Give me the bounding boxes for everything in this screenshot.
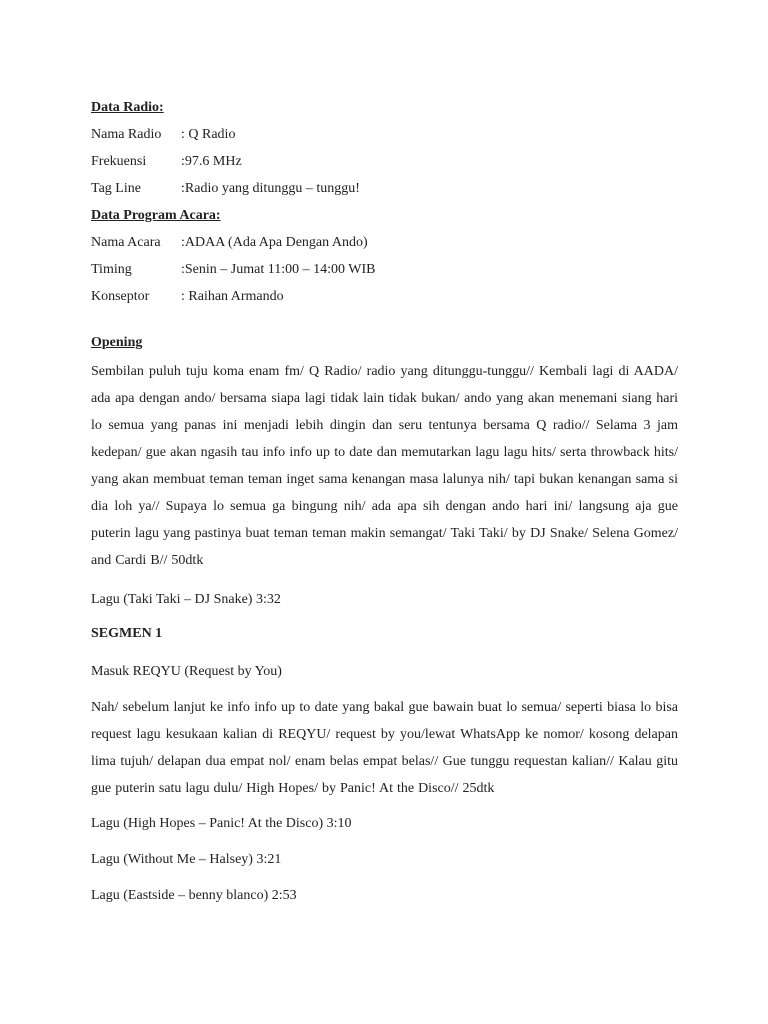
info-label: Nama Radio [91,127,162,142]
opening-heading: Opening [91,335,143,350]
info-row-timing [91,256,678,283]
info-label: Timing [91,262,132,277]
song-line: Lagu (High Hopes – Panic! At the Disco) 3:10 [91,816,352,831]
info-label: Nama Acara [91,235,161,250]
opening-paragraph: Sembilan puluh tuju koma enam fm/ Q Radio/ radio yang ditunggu-tunggu// Kembali lagi di AADA/ ada apa dengan ando/ bersama siapa lagi tidak lain tidak bukan/ ando yang akan menemani siang hari lo semua yang panas ini menjadi lebih dingin dan seru tentunya bersama Q radio// Selama 3 jam kedepan/ gue akan ngasih tau info info up to date dan memutarkan lagu lagu hits/ serta throwback hits/ yang akan membuat teman teman inget sama kenangan masa lalunya nih/ tapi bukan kenangan sama si dia loh ya// Supaya lo semua ga bingung nih/ ada apa sih dengan ando hari ini/ langsung aja gue puterin lagu yang pastinya buat teman teman makin semangat/ Taki Taki/ by DJ Snake/ Selena Gomez/ and Cardi B// 50dtk [91,364,678,568]
info-row-tag-line [91,175,678,202]
segmen-paragraph: Nah/ sebelum lanjut ke info info up to date yang bakal gue bawain buat lo semua/ seperti biasa lo bisa request lagu kesukaan kalian di REQYU/ request by you/lewat WhatsApp ke nomor/ kosong delapan lima tujuh/ delapan dua empat nol/ enam belas empat belas// Gue tunggu requestan kalian// Kalau gitu gue puterin satu lagu dulu/ High Hopes/ by Panic! At the Disco// 25dtk [91,700,678,796]
song-line: Lagu (Without Me – Halsey) 3:21 [91,852,282,867]
info-value: :Radio yang ditunggu – tunggu! [181,181,360,196]
info-label: Konseptor [91,289,150,304]
info-row-nama-acara [91,229,678,256]
data-program-heading: Data Program Acara: [91,208,221,223]
info-row-nama-radio [91,121,678,148]
segmen-subheading: Masuk REQYU (Request by You) [91,664,282,679]
info-row-frekuensi [91,148,678,175]
info-value: :ADAA (Ada Apa Dengan Ando) [181,235,368,250]
segmen-heading: SEGMEN 1 [91,626,163,641]
document-page [91,94,678,908]
info-row-konseptor [91,283,678,310]
song-line: Lagu (Eastside – benny blanco) 2:53 [91,888,297,903]
info-value: : Q Radio [181,127,236,142]
info-value: :Senin – Jumat 11:00 – 14:00 WIB [181,262,376,277]
info-label: Tag Line [91,181,141,196]
info-value: :97.6 MHz [181,154,242,169]
data-radio-heading: Data Radio: [91,100,164,115]
info-label: Frekuensi [91,154,147,169]
song-line: Lagu (Taki Taki – DJ Snake) 3:32 [91,592,281,607]
info-value: : Raihan Armando [181,289,284,304]
